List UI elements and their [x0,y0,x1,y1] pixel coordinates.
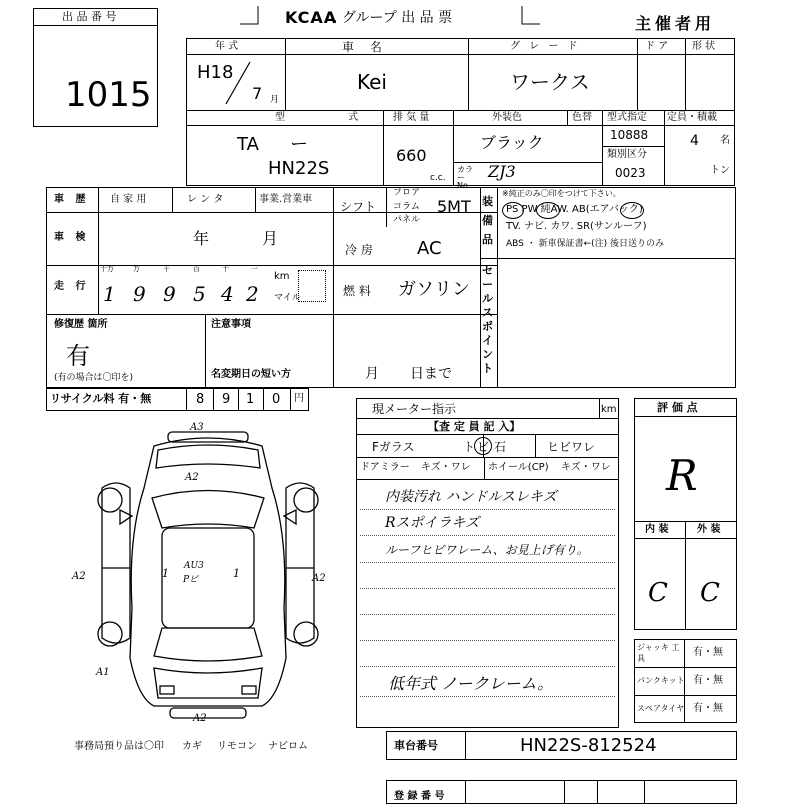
digit-label-100k: 十万 [100,265,114,273]
model-label: 型 式 [275,112,389,123]
capacity: 4 [690,133,699,149]
glass-item-crack: ヒビワレ [547,440,596,454]
recycle-digit-3: 1 [246,392,255,407]
displacement: 660 [396,146,427,165]
recycle-digit-2: 9 [222,392,231,407]
history-label: 車 歴 [54,194,90,205]
footer-item-key: カギ [182,741,202,752]
class-label: 類別区分 [607,149,647,160]
glass-item-stone: 石 [494,440,507,454]
capacity-label: 定員・積載 [667,112,717,123]
chassis-number: HN22S-812524 [520,735,657,756]
cc-unit: c.c. [430,173,446,183]
color-code-label: カラー No. [457,165,473,190]
copy-label: 主催者用 [635,14,716,33]
color-change-label: 色替 [572,112,592,123]
deadline-day-unit: 日まで [410,366,452,382]
fuel-value: ガソリン [398,279,470,300]
glass-item-bi: ビ [477,440,490,454]
damage-label-a2-rear: A2 [193,713,207,724]
mileage-digit-2: 9 [133,282,146,306]
type-cert-label: 型式指定 [607,112,647,123]
mileage-digit-6: 2 [246,282,259,306]
recycle-digit-1: 8 [196,392,205,407]
repair-value: 有 [66,342,90,370]
car-name-label: 車 名 [342,40,388,54]
year-label: 年 式 [215,41,239,52]
inspection-month-unit: 月 [262,229,279,248]
year-era: H18 [197,62,234,83]
color-label: 外装色 [492,112,522,123]
office-note: 事務局預り品は〇印 [74,741,164,752]
damage-label-a2-right: A2 [312,573,326,584]
mileage-digit-3: 9 [163,282,176,306]
score-label: 評 価 点 [657,401,698,414]
damage-label-a2-left: A2 [72,571,86,582]
digit-label-1k: 千 [163,265,170,273]
wheel-label: ホイール(CP) [488,462,549,473]
capacity-unit: 名 [720,135,730,146]
note-line-3: ルーフヒビワレーム、お見上げ有り。 [385,543,589,557]
model-code: HN22S [268,158,330,179]
date-slash [222,60,252,106]
meter-km: km [601,404,617,415]
digit-label-1: 一 [251,265,258,273]
deadline-month-unit: 月 [365,366,379,382]
note-line-1: 内装汚れ ハンドルスレキズ [385,489,557,505]
displacement-label: 排 気 量 [393,112,430,123]
damage-label-a1: A1 [96,667,110,678]
recycle-yen: 円 [294,393,304,404]
history-option-private: 自 家 用 [110,194,147,205]
inspection-label: 車 検 [54,232,90,243]
fuel-label: 燃 料 [343,284,371,298]
roof-note-2: Pビ [183,575,199,585]
ac-value: AC [417,238,442,259]
ton-unit: トン [710,165,730,176]
model-prefix: TA [237,134,259,155]
tool-puncture-value: 有・無 [693,675,723,686]
mileage-digit-5: 4 [221,282,234,306]
lot-number: 1015 [65,75,152,115]
type-cert-number: 10888 [610,128,649,142]
car-body-diagram [88,428,328,724]
form-title: . グループ 出 品 票 [333,10,453,26]
shift-option-column: コラム [393,202,420,212]
equipment-line-1: PS PW 純AW. AB(エアバック) [506,204,643,215]
front-glass-label: Fガラス [372,440,415,454]
brand-logo: KCAA [285,8,338,27]
note-line-2: Rスポイラキズ [385,515,480,531]
registration-label: 登 録 番 号 [394,791,445,802]
exterior-score: C [700,578,720,608]
tool-spare-value: 有・無 [693,703,723,714]
meter-label: 現メーター指示 [372,402,457,416]
history-option-rental: レ ン タ [187,194,224,205]
mileage-digit-4: 5 [193,282,206,306]
corner-mark-left [238,4,278,28]
mirror-value: キズ・ワレ [421,462,471,473]
class-number: 0023 [615,166,646,180]
shift-value: 5MT [437,197,471,216]
damage-label-a3-front: A3 [190,422,204,433]
ac-label: 冷 房 [345,243,373,257]
damage-label-a2-hood: A2 [185,472,199,483]
tool-spare-label: スペアタイヤ [637,704,685,713]
note-line-4: 低年式 ノークレーム。 [388,674,554,693]
mirror-label: ドアミラー [360,462,410,473]
equipment-line-3: ABS ・ 新車保証書←(注) 後日送りのみ [506,239,665,249]
caution-label: 注意事項 [211,319,251,330]
tool-jack-label: ジャッキ 工具 [637,643,680,663]
month-unit: 月 [270,95,280,105]
equipment-note: ※純正のみ〇印をつけて下さい。 [502,189,621,198]
history-option-business: 事業.営業車 [259,194,313,205]
shift-label: シフト [340,200,377,214]
overall-score: R [666,451,698,500]
shape-label: 形 状 [692,41,716,52]
tool-jack-value: 有・無 [693,647,723,658]
grade-label: グ レ ー ド [510,41,581,52]
door-mark-left: 1 [162,567,169,580]
recycle-digit-4: 0 [272,392,281,407]
sales-point-label: セールスポイント [482,264,493,375]
interior-score: C [648,578,668,608]
year-month: 7 [252,84,263,103]
mileage-digit-1: 1 [103,282,116,306]
equipment-side-label: 装備品 [482,195,493,246]
grade: ワークス [510,70,590,94]
glass-item-to: ト [463,440,476,454]
interior-label: 内 装 [645,524,669,535]
digit-label-10k: 万 [133,265,140,273]
digit-label-10: 十 [222,265,229,273]
km-unit: km [274,271,290,282]
corner-mark-right [520,4,560,28]
mile-unit: マイル [274,293,301,303]
inspection-year-unit: 年 [193,229,210,248]
wheel-value: キズ・ワレ [561,462,611,473]
equipment-line-2: TV. ナビ. カワ. SR(サンルーフ) [506,221,647,232]
color-code: ZJ3 [488,162,516,181]
mileage-label: 走 行 [54,281,90,292]
tool-puncture-label: パンクキット [637,676,685,685]
recycle-label: リサイクル料 有・無 [50,392,152,405]
digit-label-100: 百 [193,265,200,273]
repair-note: (有の場合は〇印を) [54,373,134,383]
repair-label: 修復歴 箇所 [54,319,108,330]
inspector-label: 【査 定 員 記 入】 [428,420,521,433]
shift-option-floor: フロア [393,188,421,198]
shift-option-panel: パネル [393,215,421,225]
footer-item-navirom: ナビロム [268,741,308,752]
lot-number-label: 出 品 番 号 [62,10,117,23]
footer-item-remote: リモコン [217,741,257,752]
exterior-label: 外 装 [697,524,721,535]
name-change-deadline-label: 名変期日の短い方 [211,369,291,380]
roof-note-1: AU3 [184,561,204,571]
door-mark-right: 1 [233,567,240,580]
chassis-label: 車台番号 [394,739,438,752]
exterior-color: ブラック [480,133,544,152]
model-dash: ー [290,134,308,155]
car-name: Kei [357,70,387,94]
doors-label: ド ア [645,41,669,52]
